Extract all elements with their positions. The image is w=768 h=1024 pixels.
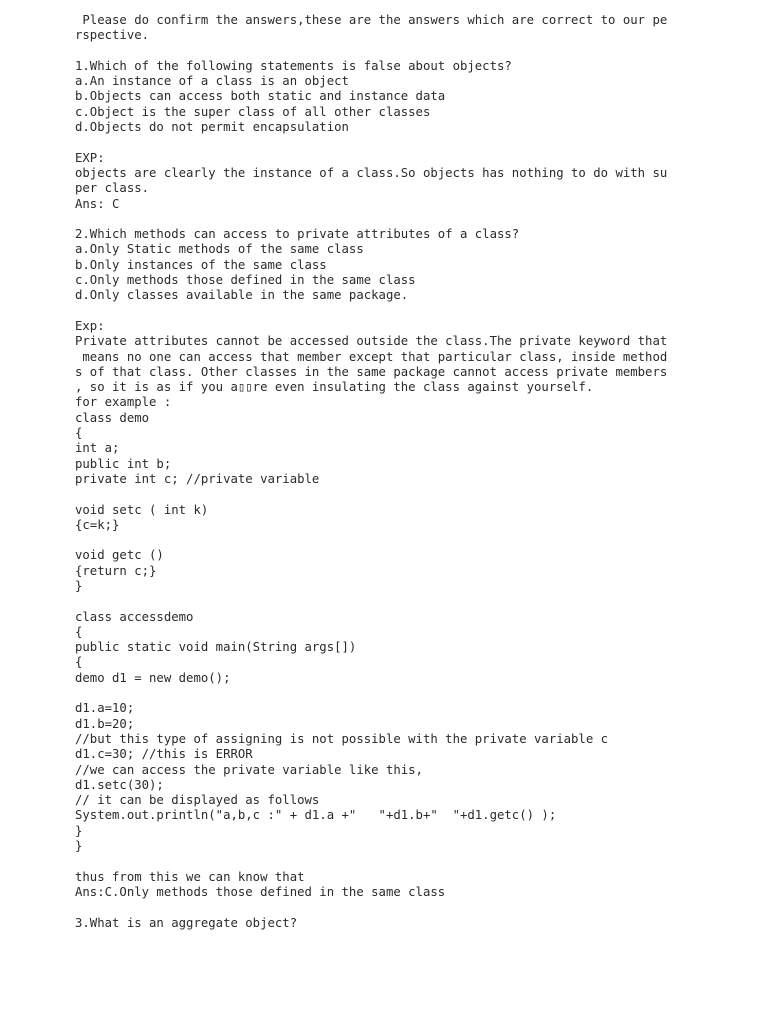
text-line	[75, 487, 675, 502]
text-line	[75, 212, 675, 227]
text-line: {	[75, 624, 83, 639]
text-line: //we can access the private variable like this,	[75, 762, 423, 777]
text-line: {return c;}	[75, 563, 157, 578]
text-line: {	[75, 426, 83, 441]
text-line: b.Objects can access both static and instance data	[75, 89, 446, 104]
text-line: demo d1 = new demo();	[75, 670, 231, 685]
text-line: Ans:C.Only methods those defined in the same class	[75, 884, 446, 899]
text-line: class accessdemo	[75, 609, 194, 624]
text-line: d.Objects do not permit encapsulation	[75, 120, 349, 135]
text-line: thus from this we can know that	[75, 869, 305, 884]
text-line: Please do confirm the answers,these are the answers which are correct to our pe	[75, 13, 668, 27]
text-line	[75, 854, 675, 869]
text-line: //but this type of assigning is not possible with the private variable c	[75, 731, 609, 746]
text-line: d1.a=10;	[75, 701, 135, 716]
text-line	[75, 304, 675, 319]
text-line: EXP:	[75, 150, 105, 165]
text-line: 2.Which methods can access to private attributes of a class?	[75, 227, 520, 242]
text-line: per class.	[75, 181, 150, 196]
text-line: void getc ()	[75, 548, 164, 563]
text-line: , so it is as if you a▯▯re even insulating the class against yourself.	[75, 380, 594, 395]
text-line: means no one can access that member except that particular class, inside method	[75, 349, 668, 364]
text-line: for example :	[75, 395, 172, 410]
text-line: Ans: C	[75, 196, 120, 211]
text-line	[75, 533, 675, 548]
text-line	[75, 44, 675, 59]
text-line: c.Only methods those defined in the same class	[75, 273, 416, 288]
text-line: public int b;	[75, 456, 172, 471]
text-line: rspective.	[75, 28, 150, 43]
text-line: private int c; //private variable	[75, 471, 320, 486]
text-line	[75, 900, 675, 915]
text-line: int a;	[75, 441, 120, 456]
text-line: }	[75, 578, 83, 593]
text-line: 1.Which of the following statements is false about objects?	[75, 58, 512, 73]
text-line: b.Only instances of the same class	[75, 257, 327, 272]
document-text-body	[75, 13, 675, 931]
text-line: Exp:	[75, 318, 105, 333]
text-line	[75, 135, 675, 150]
text-line: d.Only classes available in the same package.	[75, 288, 409, 303]
text-line: {	[75, 655, 83, 670]
text-line: {c=k;}	[75, 517, 120, 532]
text-line: System.out.println("a,b,c :" + d1.a +" "+d1.b+" "+d1.getc() );	[75, 808, 557, 823]
text-line: 3.What is an aggregate object?	[75, 915, 298, 930]
text-line: void setc ( int k)	[75, 502, 209, 517]
text-line	[75, 594, 675, 609]
text-line: public static void main(String args[])	[75, 640, 357, 655]
text-line: }	[75, 823, 83, 838]
text-line: s of that class. Other classes in the same package cannot access private members	[75, 364, 668, 379]
text-line: objects are clearly the instance of a class.So objects has nothing to do with su	[75, 165, 668, 180]
text-line: class demo	[75, 410, 150, 425]
text-line: a.An instance of a class is an object	[75, 74, 349, 89]
text-line: Private attributes cannot be accessed outside the class.The private keyword that	[75, 334, 668, 349]
text-line: a.Only Static methods of the same class	[75, 242, 364, 257]
text-line: d1.c=30; //this is ERROR	[75, 747, 253, 762]
text-line: }	[75, 839, 83, 854]
text-line: d1.setc(30);	[75, 777, 164, 792]
text-line: c.Object is the super class of all other classes	[75, 104, 431, 119]
text-line: d1.b=20;	[75, 716, 135, 731]
text-line: // it can be displayed as follows	[75, 793, 320, 808]
text-line	[75, 686, 675, 701]
